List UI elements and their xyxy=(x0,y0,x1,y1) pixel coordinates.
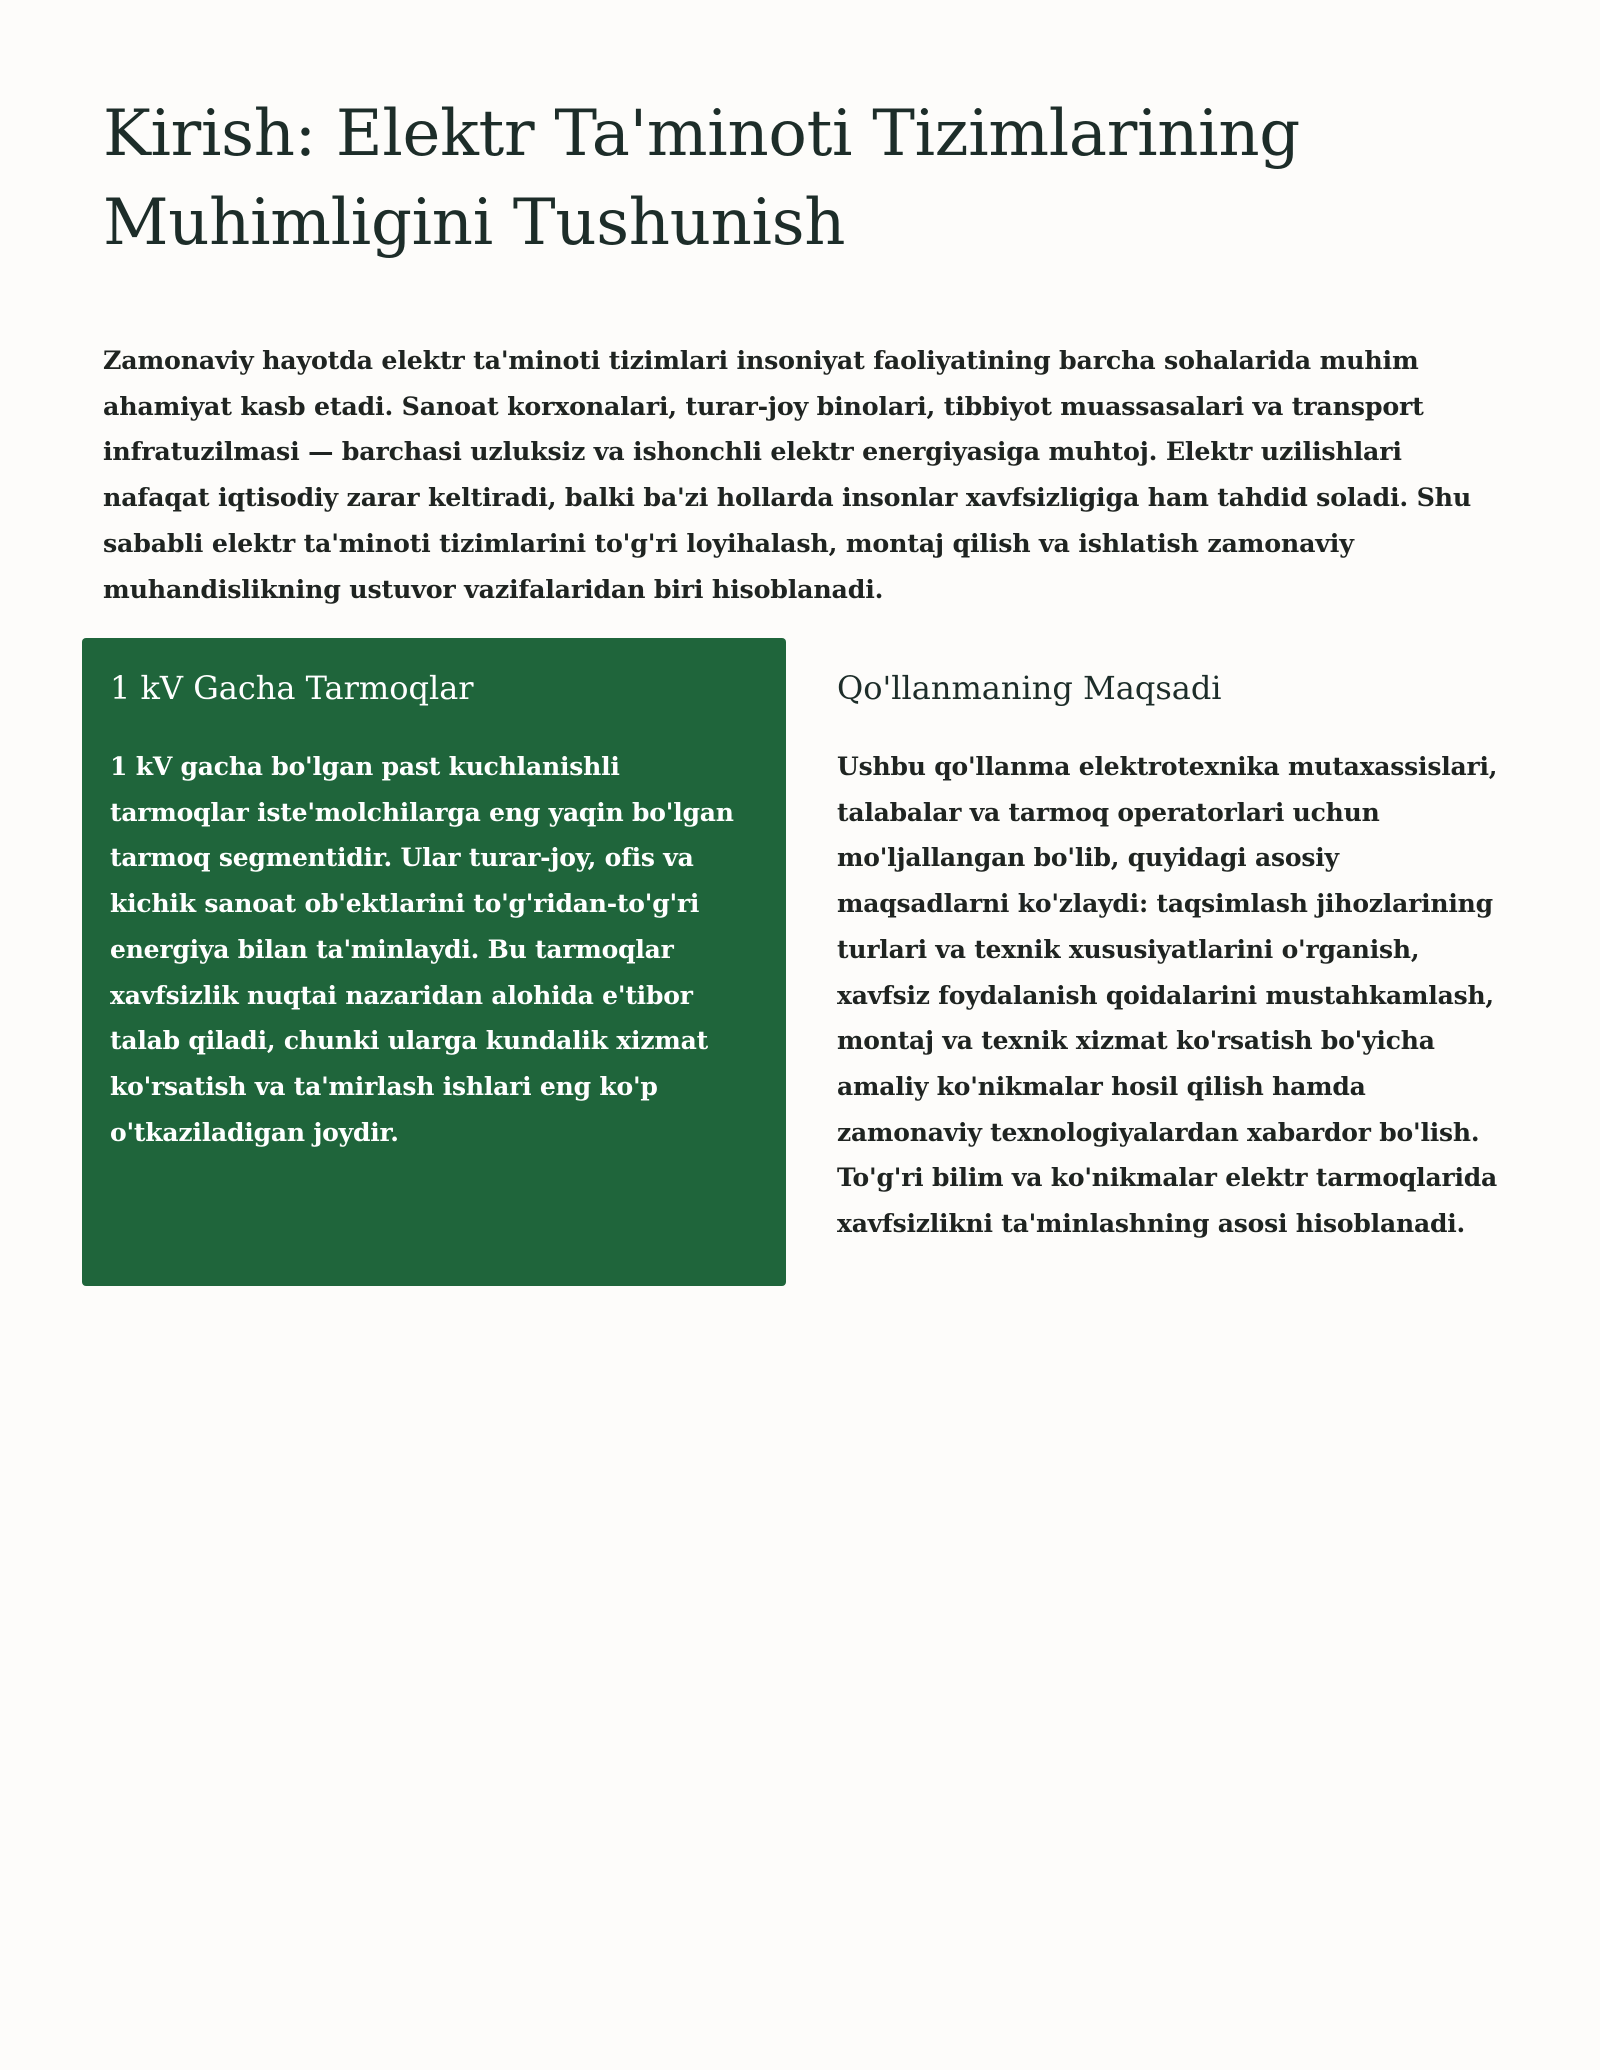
two-column-section xyxy=(103,638,1498,1286)
purpose-paragraph: Ushbu qo'llanma elektrotexnika mutaxassislari, talabalar va tarmoq operatorlari uchun mo'ljallangan bo'lib, quyidagi asosiy maqsadlarni ko'zlaydi: taqsimlash jihozlarining turlari va texnik xususiyatlarini o'rganish, xavfsiz foydalanish qoidalarini mustahkamlash, montaj va texnik xizmat ko'rsatish bo'yicha amaliy ko'nikmalar hosil qilish hamda zamonaviy texnologiyalardan xabardor bo'lish. To'g'ri bilim va ko'nikmalar elektr tarmoqlarida xavfsizlikni ta'minlashning asosi hisoblanadi. xyxy=(837,752,1498,1239)
intro-paragraph: Zamonaviy hayotda elektr ta'minoti tizimlari insoniyat faoliyatining barcha sohalarida muhim ahamiyat kasb etadi. Sanoat korxonalari, turar-joy binolari, tibbiyot muassasalari va transport infratuzilmasi — barchasi uzluksiz va ishonchli elektr energiyasiga muhtoj. Elektr uzilishlari nafaqat iqtisodiy zarar keltiradi, balki ba'zi hollarda insonlar xavfsizligiga ham tahdid soladi. Shu sababli elektr ta'minoti tizimlarini to'g'ri loyihalash, montaj qilish va ishlatish zamonaviy muhandislikning ustuvor vazifalaridan biri hisoblanadi. xyxy=(103,345,1472,604)
purpose-heading: Qo'llanmaning Maqsadi xyxy=(837,669,1222,707)
purpose-section xyxy=(837,638,1503,1247)
network-info-card xyxy=(82,638,786,1286)
card-heading: 1 kV Gacha Tarmoqlar xyxy=(110,669,474,707)
card-paragraph: 1 kV gacha bo'lgan past kuchlanishli tarmoqlar iste'molchilarga eng yaqin bo'lgan tarmoq segmentidir. Ular turar-joy, ofis va kichik sanoat ob'ektlarini to'g'ridan-to'g'ri energiya bilan ta'minlaydi. Bu tarmoqlar xavfsizlik nuqtai nazaridan alohida e'tibor talab qiladi, chunki ularga kundalik xizmat ko'rsatish va ta'mirlash ishlari eng ko'p o'tkaziladigan joydir. xyxy=(110,752,734,1147)
document-page xyxy=(103,90,1498,1239)
page-title: Kirish: Elektr Ta'minoti Tizimlarining Muhimligini Tushunish xyxy=(103,97,1300,260)
